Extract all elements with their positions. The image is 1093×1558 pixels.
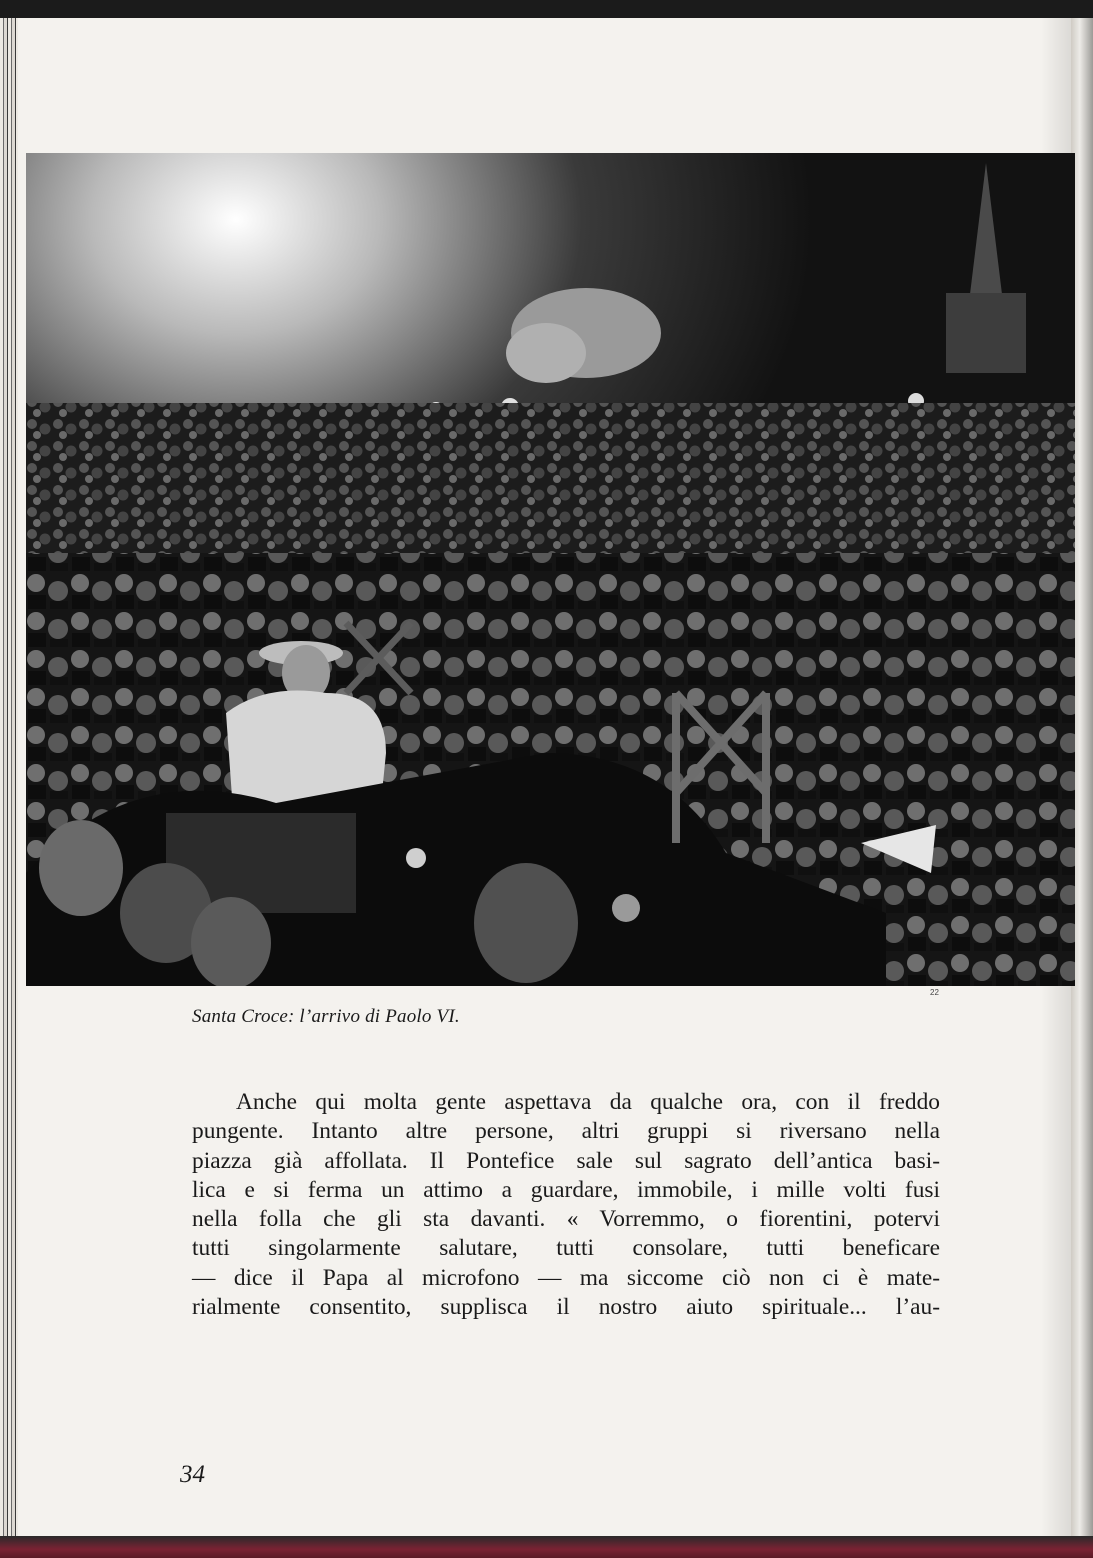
body-line: rialmente consentito, supplisca il nostro aiuto spirituale... l’au- [192,1294,940,1321]
body-line: — dice il Papa al microfono — ma siccome ciò non ci è mate- [192,1264,940,1291]
body-paragraph [192,1088,940,1322]
body-line: Anche qui molta gente aspettava da qualche ora, con il freddo [236,1089,940,1115]
body-line: nella folla che gli sta davanti. « Vorremmo, o fiorentini, potervi [192,1206,940,1233]
photo-illustration [26,153,1075,986]
page-number: 34 [180,1461,205,1488]
body-line: pungente. Intanto altre persone, altri gruppi si riversano nella [192,1118,940,1145]
body-line: lica e si ferma un attimo a guardare, immobile, i mille volti fusi [192,1176,940,1203]
cover-strip [0,1536,1093,1558]
body-line: piazza già affollata. Il Pontefice sale sul sagrato dell’antica basi- [192,1147,940,1174]
crowd-photograph [26,153,1075,986]
plate-number: 22 [930,988,939,997]
page-stack-edge [0,18,18,1538]
body-line: tutti singolarmente salutare, tutti consolare, tutti beneficare [192,1235,940,1262]
photo-caption: Santa Croce: l’arrivo di Paolo VI. [192,1006,460,1027]
